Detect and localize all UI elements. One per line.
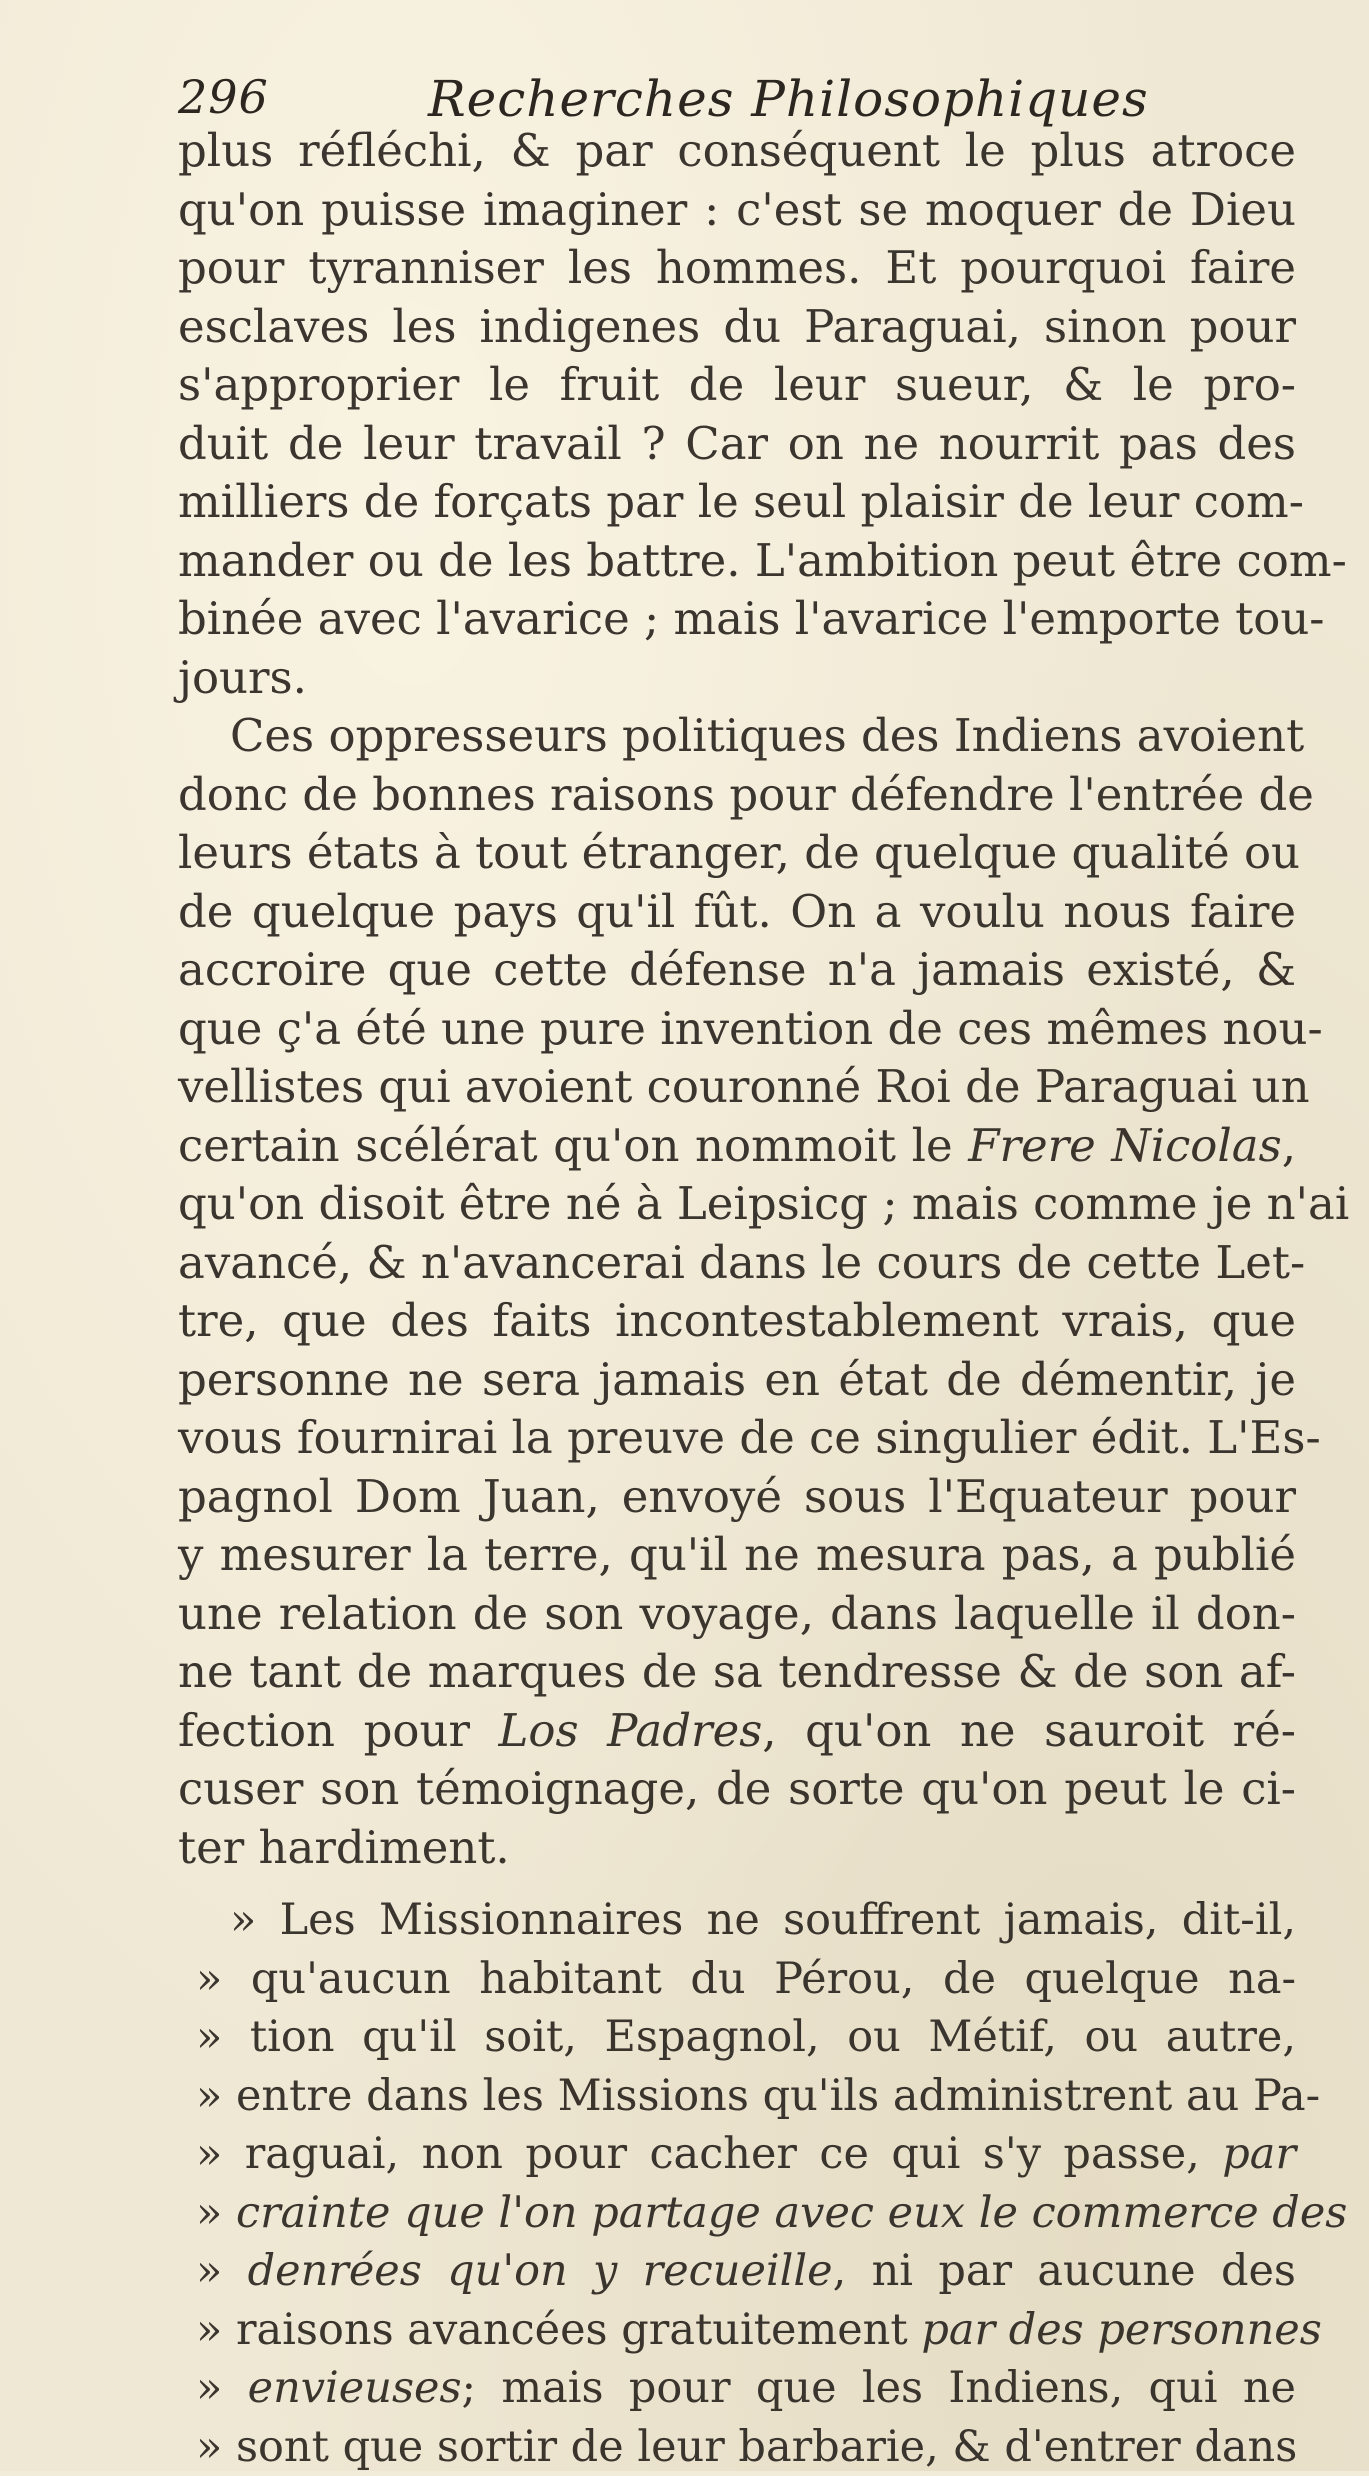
line-text: fection pour bbox=[178, 1704, 499, 1757]
quote-line bbox=[178, 2184, 1296, 2243]
italic-name: Frere Nicolas bbox=[968, 1119, 1281, 1172]
text-line: de quelque pays qu'il fût. On a voulu nous faire bbox=[178, 883, 1296, 942]
quote-line bbox=[178, 2301, 1296, 2360]
text-line: binée avec l'avarice ; mais l'avarice l'emporte tou- bbox=[178, 590, 1296, 649]
line-text: » bbox=[196, 2188, 236, 2238]
text-line: Ces oppresseurs politiques des Indiens avoient bbox=[178, 707, 1296, 766]
line-text: , bbox=[1282, 1119, 1296, 1172]
line-text: , ni par aucune des bbox=[833, 2246, 1296, 2296]
line-text: » bbox=[196, 2246, 248, 2296]
text-line: pagnol Dom Juan, envoyé sous l'Equateur pour bbox=[178, 1468, 1296, 1527]
text-line: ne tant de marques de sa tendresse & de son af- bbox=[178, 1643, 1296, 1702]
text-line: s'approprier le fruit de leur sueur, & le pro- bbox=[178, 356, 1296, 415]
text-line: vous fournirai la preuve de ce singulier édit. L'Es- bbox=[178, 1409, 1296, 1468]
text-line: avancé, & n'avancerai dans le cours de cette Let- bbox=[178, 1234, 1296, 1293]
italic-text: par des personnes bbox=[921, 2305, 1321, 2355]
italic-text: envieuses bbox=[248, 2363, 462, 2413]
text-line: qu'on disoit être né à Leipsicg ; mais comme je n'ai bbox=[178, 1175, 1296, 1234]
text-line: une relation de son voyage, dans laquelle il don- bbox=[178, 1585, 1296, 1644]
line-text: » bbox=[196, 2363, 248, 2413]
text-line: pour tyranniser les hommes. Et pourquoi faire bbox=[178, 239, 1296, 298]
text-line bbox=[178, 1702, 1296, 1761]
text-line: qu'on puisse imaginer : c'est se moquer de Dieu bbox=[178, 181, 1296, 240]
paragraph-gap bbox=[178, 1877, 1296, 1891]
text-line: y mesurer la terre, qu'il ne mesura pas, a publié bbox=[178, 1526, 1296, 1585]
italic-text: crainte que l'on partage avec eux le commerce des bbox=[236, 2188, 1347, 2238]
line-text: ; mais pour que les Indiens, qui ne bbox=[462, 2363, 1296, 2413]
text-line: accroire que cette défense n'a jamais existé, & bbox=[178, 941, 1296, 1000]
italic-text: denrées qu'on y recueille bbox=[248, 2246, 833, 2296]
text-line: esclaves les indigenes du Paraguai, sinon pour bbox=[178, 298, 1296, 357]
text-line: personne ne sera jamais en état de démentir, je bbox=[178, 1351, 1296, 1410]
text-line: que ç'a été une pure invention de ces mêmes nou- bbox=[178, 1000, 1296, 1059]
quote-line: » Les Missionnaires ne souffrent jamais, dit-il, bbox=[178, 1891, 1296, 1950]
italic-text: par bbox=[1222, 2129, 1296, 2179]
quote-line bbox=[178, 2359, 1296, 2418]
text-line: donc de bonnes raisons pour défendre l'entrée de bbox=[178, 766, 1296, 825]
quote-line: » sont que sortir de leur barbarie, & d'entrer dans bbox=[178, 2418, 1296, 2476]
line-text: » raisons avancées gratuitement bbox=[196, 2305, 921, 2355]
quote-line bbox=[178, 2242, 1296, 2301]
running-title: Recherches Philosophiques bbox=[428, 70, 1149, 128]
text-line: milliers de forçats par le seul plaisir de leur com- bbox=[178, 473, 1296, 532]
text-line: leurs états à tout étranger, de quelque qualité ou bbox=[178, 824, 1296, 883]
text-line: vellistes qui avoient couronné Roi de Paraguai un bbox=[178, 1058, 1296, 1117]
text-line: tre, que des faits incontestablement vrais, que bbox=[178, 1292, 1296, 1351]
quote-line: » qu'aucun habitant du Pérou, de quelque na- bbox=[178, 1950, 1296, 2009]
body-text bbox=[178, 122, 1296, 2476]
quote-line: » entre dans les Missions qu'ils administrent au Pa- bbox=[178, 2067, 1296, 2126]
line-text: » raguai, non pour cacher ce qui s'y passe, bbox=[196, 2129, 1222, 2179]
text-line: jours. bbox=[178, 649, 1296, 708]
text-line: ter hardiment. bbox=[178, 1819, 1296, 1878]
text-line: mander ou de les battre. L'ambition peut être com- bbox=[178, 532, 1296, 591]
quote-line bbox=[178, 2125, 1296, 2184]
line-text: certain scélérat qu'on nommoit le bbox=[178, 1119, 968, 1172]
quote-line: » tion qu'il soit, Espagnol, ou Métif, ou autre, bbox=[178, 2008, 1296, 2067]
text-line: cuser son témoignage, de sorte qu'on peut le ci- bbox=[178, 1760, 1296, 1819]
line-text: , qu'on ne sauroit ré- bbox=[762, 1704, 1296, 1757]
text-line: plus réfléchi, & par conséquent le plus atroce bbox=[178, 122, 1296, 181]
page-number: 296 bbox=[178, 70, 269, 124]
text-line bbox=[178, 1117, 1296, 1176]
text-line: duit de leur travail ? Car on ne nourrit pas des bbox=[178, 415, 1296, 474]
italic-name: Los Padres bbox=[499, 1704, 763, 1757]
